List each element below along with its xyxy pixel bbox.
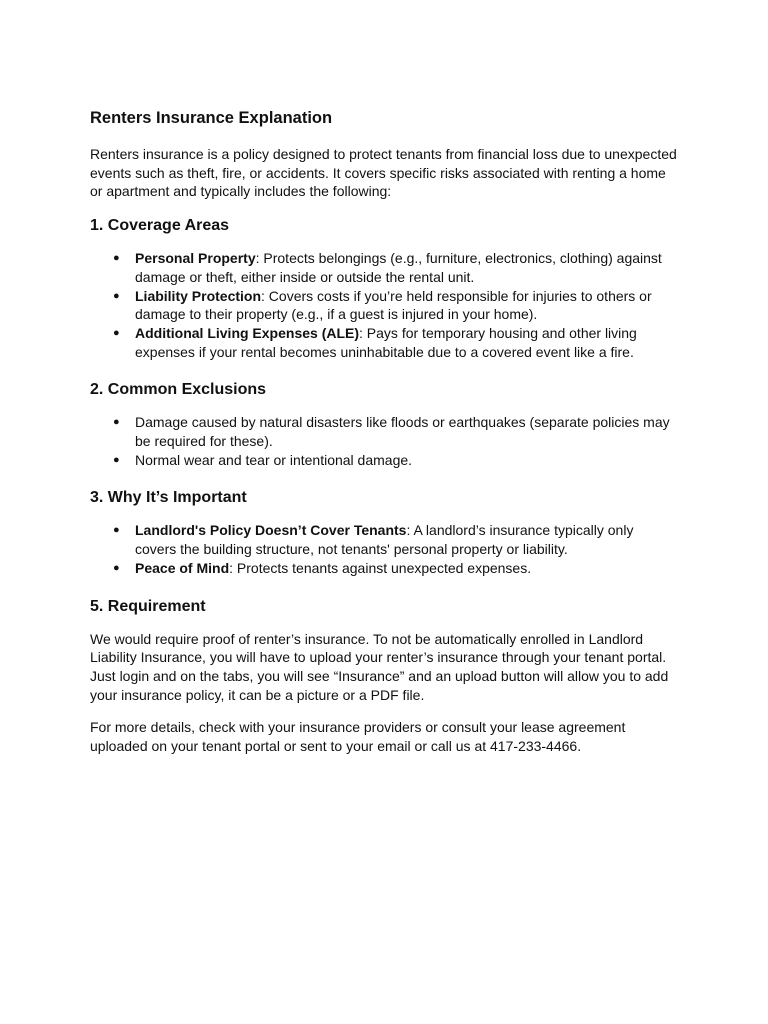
bullet-icon: ● (113, 289, 120, 302)
coverage-areas-list (90, 249, 678, 361)
list-item-term: Peace of Mind (135, 559, 230, 576)
list-item-text: Damage caused by natural disasters like floods or earthquakes (separate policies may be required for these). (135, 414, 670, 450)
list-item-term: Landlord's Policy Doesn’t Cover Tenants (135, 522, 407, 539)
list-item-text: : Protects tenants against unexpected expenses. (229, 559, 532, 576)
why-important-list (90, 521, 678, 577)
bullet-icon: ● (113, 453, 120, 466)
bullet-icon: ● (113, 524, 120, 537)
list-item (90, 413, 678, 450)
requirement-paragraph: We would require proof of renter’s insurance. To not be automatically enrolled in Landlord Liability Insurance, you will have to upload your renter’s insurance through your tenant portal. Just login and on the tabs, you will see “Insurance” and an upload button will allow you to add your insurance policy, it can be a picture or a PDF file. (90, 630, 669, 703)
list-item-text: : A landlord’s insurance typically only covers the building structure, not tenants' personal property or liability. (135, 522, 634, 558)
list-item (90, 521, 678, 558)
bullet-icon: ● (113, 326, 120, 339)
list-item-term: Personal Property (135, 250, 256, 267)
list-item (90, 249, 678, 286)
list-item-term: Additional Living Expenses (ALE) (135, 324, 360, 341)
list-item-text: : Covers costs if you’re held responsible for injuries to others or damage to their property (e.g., if a guest is injured in your home). (135, 287, 652, 323)
list-item (90, 287, 678, 324)
list-item-text: Normal wear and tear or intentional damage. (135, 451, 413, 468)
bullet-icon: ● (113, 252, 120, 265)
list-item-text: : Pays for temporary housing and other living expenses if your rental becomes uninhabitable due to a covered event like a fire. (135, 324, 637, 360)
contact-paragraph: For more details, check with your insurance providers or consult your lease agreement uploaded on your tenant portal or sent to your email or call us at 417-233-4466. (90, 719, 626, 755)
bullet-icon: ● (113, 561, 120, 574)
common-exclusions-list (90, 413, 678, 469)
section-heading-requirement: 5. Requirement (90, 597, 206, 615)
document-title: Renters Insurance Explanation (90, 109, 333, 127)
list-item (90, 324, 678, 361)
section-heading-why-important: 3. Why It’s Important (90, 489, 247, 507)
list-item (90, 559, 678, 578)
list-item-text: : Protects belongings (e.g., furniture, electronics, clothing) against damage or theft, either inside or outside the rental unit. (135, 250, 662, 285)
section-heading-coverage-areas: 1. Coverage Areas (90, 217, 230, 235)
intro-paragraph: Renters insurance is a policy designed to protect tenants from financial loss due to unexpected events such as theft, fire, or accidents. It covers specific risks associated with renting a home or apartment and typically includes the following: (90, 146, 677, 200)
list-item (90, 451, 678, 470)
list-item-term: Liability Protection (135, 287, 262, 304)
bullet-icon: ● (113, 416, 120, 429)
section-heading-common-exclusions: 2. Common Exclusions (90, 381, 267, 399)
